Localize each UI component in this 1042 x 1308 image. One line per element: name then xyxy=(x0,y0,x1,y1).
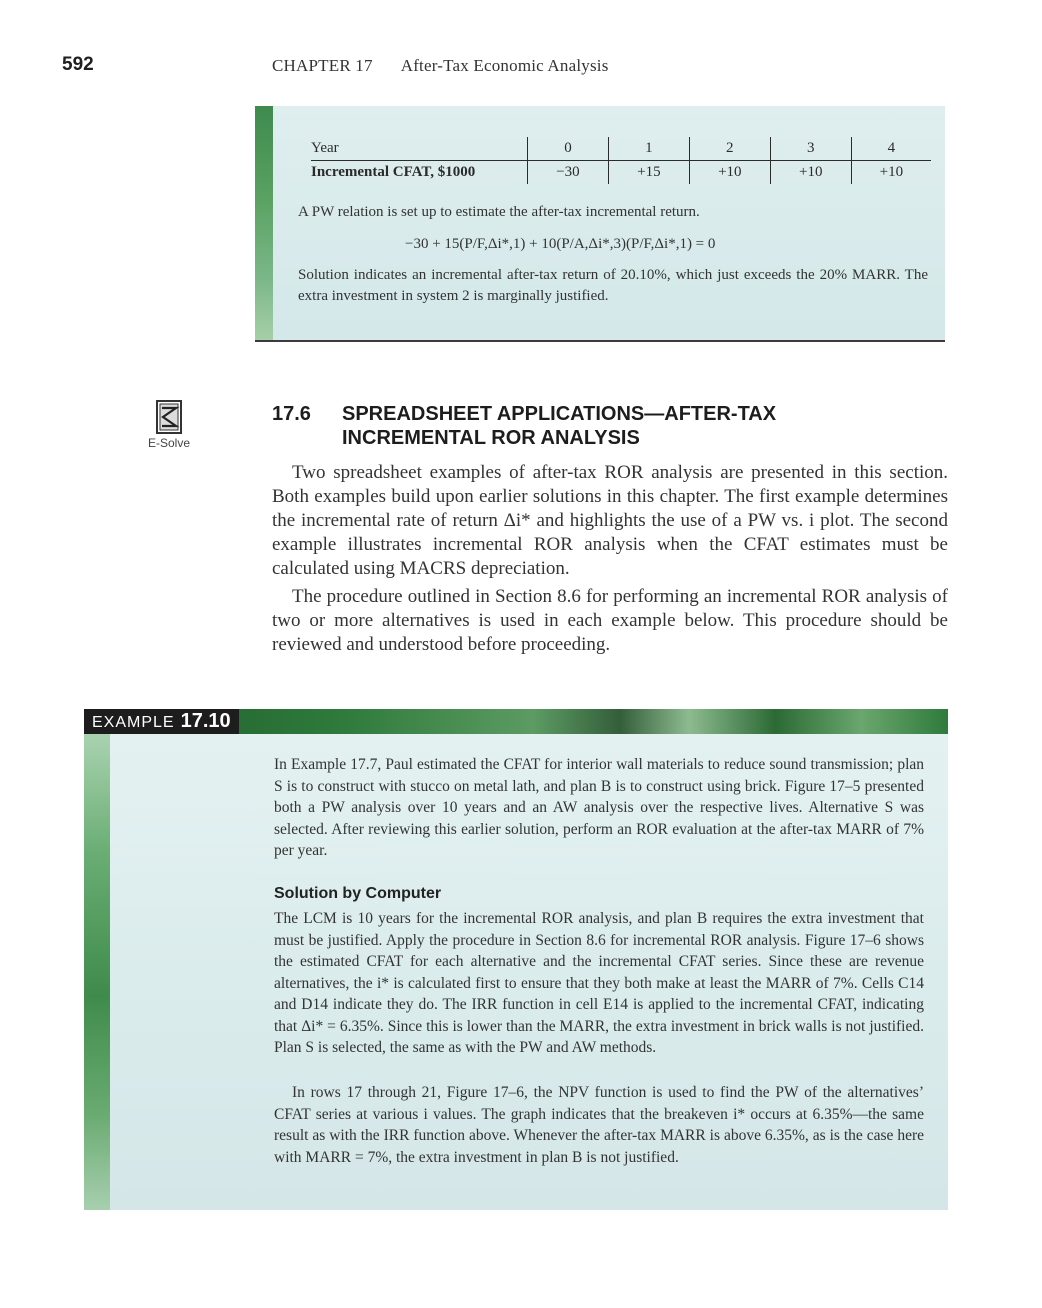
incremental-cfat-table xyxy=(311,137,931,184)
decorative-edge xyxy=(255,106,273,340)
solution-heading: Solution by Computer xyxy=(274,885,442,902)
table-cell: 1 xyxy=(608,137,689,161)
e-solve-icon xyxy=(156,400,182,434)
running-head xyxy=(272,56,609,76)
chapter-title: After-Tax Economic Analysis xyxy=(400,56,609,75)
example-label xyxy=(84,709,239,734)
example-continuation-box xyxy=(255,106,945,342)
table-row-label: Incremental CFAT, $1000 xyxy=(311,164,476,180)
section-paragraph-1: Two spreadsheet examples of after-tax ROR analysis are presented in this section. Both examples build upon earlier solutions in this chapter. The first example determines the incremental rate of return Δi* and highlights the use of a PW vs. i plot. The second example illustrates incremental ROR analysis when the CFAT estimates must be calculated using MACRS depreciation. xyxy=(272,462,948,579)
table-cell: +10 xyxy=(770,161,851,185)
table-cell: 4 xyxy=(851,137,931,161)
table-cell: +10 xyxy=(851,161,931,185)
table-cell: 3 xyxy=(770,137,851,161)
solution-paragraph-1: The LCM is 10 years for the incremental ROR analysis, and plan B requires the extra investment that must be justified. Apply the procedure in Section 8.6 for incremental ROR analysis. Figure 17–6 shows the estimated CFAT for each alternative and the incremental CFAT series. Since these are revenue alternatives, the i* is calculated first to ensure that they both make at least the MARR of 7%. Cells C14 and D14 indicate they do. The IRR function in cell E14 is applied to the incremental CFAT, indicating that Δi* = 6.35%. Since this is lower than the MARR, the extra investment in brick walls is not justified. Plan S is selected, the same as with the PW and AW methods. xyxy=(274,910,924,1056)
table-cell: −30 xyxy=(528,161,609,185)
example-intro: In Example 17.7, Paul estimated the CFAT for interior wall materials to reduce sound transmission; plan S is to construct with stucco on metal lath, and plan B is to construct using brick. Figure 17–5 presented both a PW analysis over 10 years and an AW analysis over the respective lives. Alternative S was selected. After reviewing this earlier solution, perform an ROR evaluation at the after-tax MARR of 7% per year. xyxy=(274,756,924,859)
section-title-line2: INCREMENTAL ROR ANALYSIS xyxy=(342,427,640,449)
table-row xyxy=(311,161,931,185)
section-number: 17.6 xyxy=(272,403,311,425)
solution-paragraph-2: In rows 17 through 21, Figure 17–6, the NPV function is used to find the PW of the alternatives’ CFAT series at various i values. The graph indicates that the breakeven i* occurs at 6.35%—the same result as with the IRR function above. Whenever the after-tax MARR is above 6.35%, as is the case here with MARR = 7%, the extra investment in plan B is not justified. xyxy=(274,1084,924,1166)
chapter-label: CHAPTER 17 xyxy=(272,56,373,75)
table-cell: +10 xyxy=(689,161,770,185)
section-title-line1: SPREADSHEET APPLICATIONS—AFTER-TAX xyxy=(342,403,777,425)
table-row-label: Year xyxy=(311,137,528,161)
table-cell: +15 xyxy=(608,161,689,185)
continuation-conclusion: Solution indicates an incremental after-tax return of 20.10%, which just exceeds the 20% MARR. The extra investment in system 2 is marginally justified. xyxy=(298,267,928,304)
example-box xyxy=(84,734,948,1210)
section-paragraph-2: The procedure outlined in Section 8.6 for performing an incremental ROR analysis of two or more alternatives is used in each example below. This procedure should be reviewed and understood before proceeding. xyxy=(272,586,948,655)
e-solve-label: E-Solve xyxy=(147,436,191,450)
example-label-text: EXAMPLE xyxy=(92,714,175,731)
example-number: 17.10 xyxy=(180,710,231,732)
example-banner xyxy=(84,709,948,734)
pw-equation: −30 + 15(P/F,Δi*,1) + 10(P/A,Δi*,3)(P/F,Δi*,1) = 0 xyxy=(405,236,716,252)
continuation-paragraph: A PW relation is set up to estimate the after-tax incremental return. xyxy=(298,204,700,220)
e-solve-marker xyxy=(139,400,199,450)
decorative-edge xyxy=(84,734,110,1210)
table-row xyxy=(311,137,931,161)
table-cell: 2 xyxy=(689,137,770,161)
table-cell: 0 xyxy=(528,137,609,161)
section-heading xyxy=(272,402,776,450)
page-number: 592 xyxy=(62,54,94,75)
